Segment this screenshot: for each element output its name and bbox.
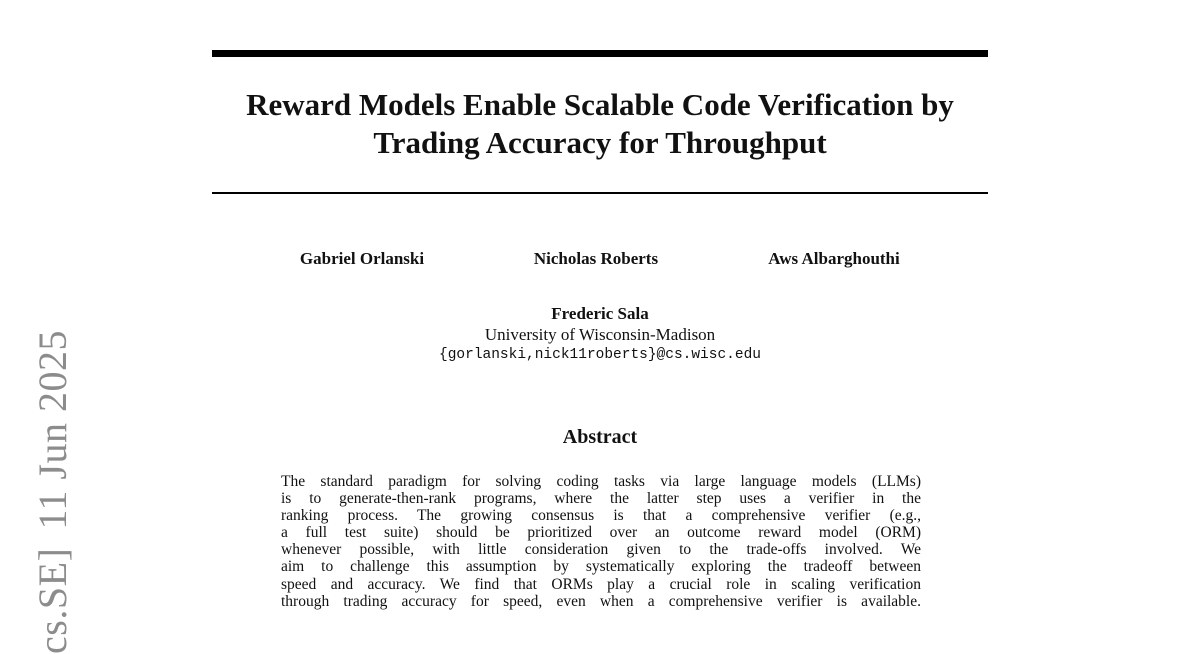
abstract-line: ranking process. The growing consensus is that a comprehensive verifier (e.g., [281, 507, 921, 525]
title-top-rule [212, 50, 988, 57]
arxiv-category: cs.SE] [30, 547, 75, 654]
title-bottom-rule [212, 192, 988, 194]
abstract-body [281, 473, 921, 610]
author-emails: {gorlanski,nick11roberts}@cs.wisc.edu [439, 347, 761, 363]
affiliation: University of Wisconsin-Madison [484, 325, 716, 344]
paper-title [212, 86, 988, 162]
author-name: Frederic Sala [551, 304, 649, 323]
paper-title-line-1: Reward Models Enable Scalable Code Verification by [246, 87, 954, 122]
author-name: Aws Albarghouthi [768, 249, 900, 268]
arxiv-identifier-stamp [31, 330, 75, 654]
affiliation-block [300, 303, 900, 366]
abstract-line: whenever possible, with little consideration given to the trade-offs involved. We [281, 541, 921, 559]
author-name: Nicholas Roberts [533, 249, 659, 268]
abstract-line: The standard paradigm for solving coding tasks via large language models (LLMs) [281, 473, 921, 490]
abstract-line: a full test suite) should be prioritized over an outcome reward model (ORM) [281, 524, 921, 542]
author-name: Gabriel Orlanski [299, 249, 425, 268]
abstract-heading: Abstract [562, 426, 638, 448]
abstract-line: speed and accuracy. We find that ORMs play a crucial role in scaling verification [281, 575, 921, 593]
paper-title-line-2: Trading Accuracy for Throughput [373, 125, 827, 160]
abstract-line: is to generate-then-rank programs, where the latter step uses a verifier in the [281, 490, 921, 508]
arxiv-date: 11 Jun 2025 [30, 330, 75, 530]
abstract-line: through trading accuracy for speed, even when a comprehensive verifier is available. [281, 592, 921, 610]
abstract-line: aim to challenge this assumption by systematically exploring the tradeoff between [281, 558, 921, 576]
